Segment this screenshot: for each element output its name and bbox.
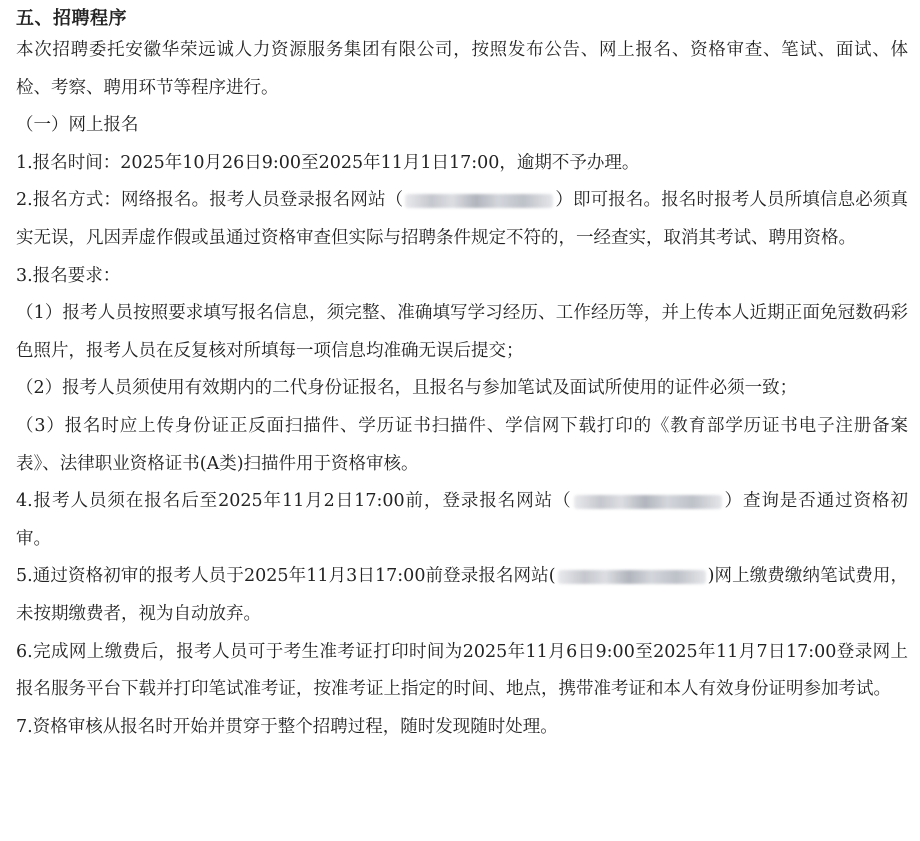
item-payment bbox=[16, 558, 908, 633]
item-registration-method-text-after: ）即可报名。报名时报考人员所填信息必须真实无误，凡因弄虚作假或虽通过资格审查但实际与招聘条件规定不符的，一经查实，取消其考试、聘用资格。 bbox=[16, 190, 908, 248]
requirement-3: （3）报名时应上传身份证正反面扫描件、学历证书扫描件、学信网下载打印的《教育部学历证书电子注册备案表》、法律职业资格证书(A类)扫描件用于资格审核。 bbox=[16, 415, 908, 474]
item-preliminary-check-text-before: 4.报考人员须在报名后至2025年11月2日17:00前，登录报名网站（ bbox=[16, 491, 572, 512]
item-registration-time: 1.报名时间：2025年10月26日9:00至2025年11月1日17:00，逾期不予办理。 bbox=[16, 152, 640, 173]
item-registration-method bbox=[16, 182, 908, 257]
blurred-url-link[interactable] bbox=[405, 194, 553, 208]
blurred-url-link[interactable] bbox=[558, 570, 706, 584]
requirement-1: （1）报考人员按照要求填写报名信息，须完整、准确填写学习经历、工作经历等，并上传本人近期正面免冠数码彩色照片，报考人员在反复核对所填每一项信息均准确无误后提交； bbox=[16, 303, 908, 361]
item-qualification-review: 7.资格审核从报名时开始并贯穿于整个招聘过程，随时发现随时处理。 bbox=[16, 716, 558, 737]
item-preliminary-check bbox=[16, 483, 908, 558]
intro-paragraph: 本次招聘委托安徽华荣远诚人力资源服务集团有限公司，按照发布公告、网上报名、资格审查、笔试、面试、体检、考察、聘用环节等程序进行。 bbox=[16, 40, 908, 98]
item-admission-ticket: 6.完成网上缴费后，报考人员可于考生准考证打印时间为2025年11月6日9:00至2025年11月7日17:00登录网上报名服务平台下载并打印笔试准考证，按准考证上指定的时间、地点，携带准考证和本人有效身份证明参加考试。 bbox=[16, 641, 908, 700]
sub-heading-online-registration: （一）网上报名 bbox=[16, 115, 139, 136]
item-registration-requirements: 3.报名要求： bbox=[16, 265, 121, 286]
section-heading: 五、招聘程序 bbox=[16, 8, 127, 29]
item-registration-method-text-before: 2.报名方式：网络报名。报考人员登录报名网站（ bbox=[16, 190, 404, 211]
item-payment-text-after: )网上缴费缴纳笔试费用，未按期缴费者，视为自动放弃。 bbox=[16, 566, 908, 624]
blurred-url-link[interactable] bbox=[574, 495, 722, 509]
item-payment-text-before: 5.通过资格初审的报考人员于2025年11月3日17:00前登录报名网站( bbox=[16, 566, 556, 587]
requirement-2: （2）报考人员须使用有效期内的二代身份证报名，且报名与参加笔试及面试所使用的证件必须一致； bbox=[16, 378, 798, 399]
item-preliminary-check-text-after: ）查询是否通过资格初审。 bbox=[16, 491, 909, 549]
